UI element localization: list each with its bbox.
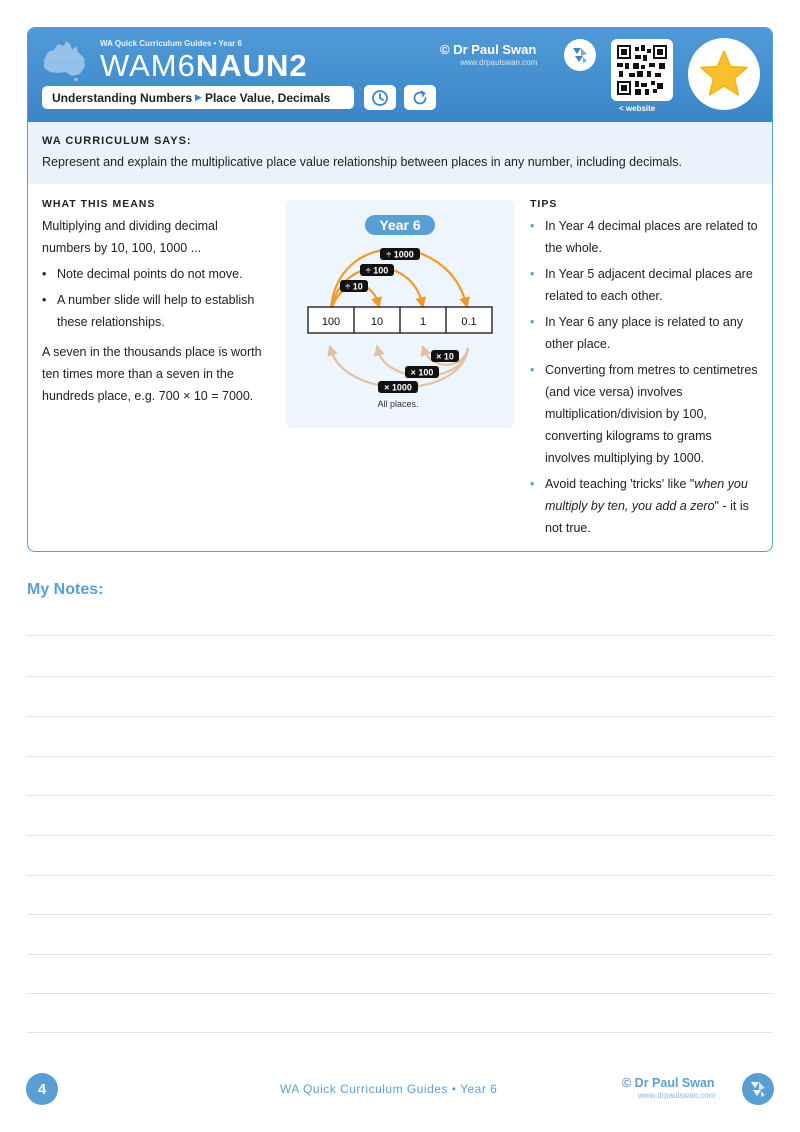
year-label: Year 6	[379, 217, 421, 233]
qr-code[interactable]	[611, 39, 673, 101]
number-slide-diagram	[286, 200, 514, 428]
curriculum-code	[100, 48, 308, 84]
strand-label: Understanding Numbers	[52, 90, 193, 105]
place-cell: 0.1	[461, 316, 477, 328]
qr-code-icon	[617, 45, 667, 95]
what-this-means-heading: WHAT THIS MEANS	[42, 198, 156, 210]
bullet-item: • A number slide will help to establish these relationships.	[42, 289, 264, 333]
tangram-logo	[564, 39, 596, 71]
note-line[interactable]	[27, 875, 772, 876]
what-this-means-intro: Multiplying and dividing decimal numbers by 10, 100, 1000 ...	[42, 219, 218, 255]
what-this-means-body	[42, 215, 264, 407]
page-number: 4	[26, 1073, 58, 1105]
chevron-right-icon: ▶	[195, 92, 202, 102]
place-cell: 100	[321, 316, 341, 328]
website-link[interactable]	[619, 104, 655, 113]
code-suffix: NAUN2	[195, 48, 308, 83]
share-icon: <	[619, 104, 624, 113]
note-line[interactable]	[27, 954, 772, 955]
tip-text: " - it is not true.	[545, 499, 749, 535]
tip-item: • In Year 4 decimal places are related to the whole.	[530, 215, 758, 259]
strand-pill	[42, 86, 354, 109]
curriculum-heading: WA CURRICULUM SAYS:	[42, 135, 192, 147]
tangram-logo-icon	[747, 1078, 769, 1100]
divide-1000-label: ÷ 1000	[386, 249, 414, 260]
number-slide-svg	[286, 200, 514, 428]
curriculum-says-panel	[28, 122, 772, 184]
website-label: website	[625, 104, 656, 113]
note-line[interactable]	[27, 993, 772, 994]
note-line[interactable]	[27, 795, 772, 796]
refresh-icon	[411, 89, 429, 107]
divide-100-label: ÷ 100	[365, 265, 389, 276]
multiply-10-label: × 10	[436, 351, 454, 362]
guide-card	[27, 27, 773, 552]
note-line[interactable]	[27, 635, 772, 636]
note-line[interactable]	[27, 914, 772, 915]
multiply-100-label: × 100	[410, 367, 434, 378]
tip-item: • In Year 5 adjacent decimal places are related to each other.	[530, 263, 758, 307]
tip-item: • Converting from metres to centimetres (and vice versa) involves multiplication/division by 100, converting kilograms to grams involves multiplying by 1000.	[530, 359, 758, 469]
divide-10-label: ÷ 10	[345, 281, 363, 292]
tip-item-tricks	[530, 473, 758, 539]
refresh-button[interactable]	[404, 85, 436, 110]
tips-list	[530, 215, 758, 543]
tip-text: Avoid teaching 'tricks' like "	[545, 477, 695, 491]
note-line[interactable]	[27, 716, 772, 717]
tip-quote: when you multiply by ten, you add a zero	[545, 477, 748, 513]
note-line[interactable]	[27, 756, 772, 757]
code-prefix: WAM6	[100, 48, 196, 83]
note-line[interactable]	[27, 676, 772, 677]
header-copyright: © Dr Paul Swan	[440, 42, 537, 57]
header-site: www.drpaulswan.com	[460, 58, 538, 67]
substrand-label: Place Value, Decimals	[204, 90, 331, 105]
tips-heading: TIPS	[530, 198, 558, 210]
footer-site: www.drpaulswan.com	[638, 1091, 716, 1100]
note-line[interactable]	[27, 835, 772, 836]
curriculum-text: Represent and explain the multiplicative place value relationship between places in any number, including decimals.	[42, 155, 682, 169]
diagram-caption: All places.	[377, 399, 419, 409]
place-cell: 10	[370, 316, 384, 328]
clock-icon	[371, 89, 389, 107]
star-icon	[698, 48, 750, 100]
note-line[interactable]	[27, 1032, 772, 1033]
australia-map-icon	[40, 38, 88, 82]
tip-item: • In Year 6 any place is related to any other place.	[530, 311, 758, 355]
what-this-means-example: A seven in the thousands place is worth ten times more than a seven in the hundreds place, e.g. 700 × 10 = 7000.	[42, 345, 262, 403]
place-cell: 1	[419, 316, 427, 328]
footer-copyright: © Dr Paul Swan	[622, 1076, 715, 1090]
notes-heading: My Notes:	[27, 581, 104, 598]
footer-title: WA Quick Curriculum Guides • Year 6	[280, 1082, 498, 1096]
series-title: WA Quick Curriculum Guides • Year 6	[100, 39, 242, 48]
star-badge	[688, 38, 760, 110]
footer-logo	[742, 1073, 774, 1105]
bullet-item: • Note decimal points do not move.	[42, 263, 264, 285]
clock-button[interactable]	[364, 85, 396, 110]
header-banner	[28, 28, 772, 122]
multiply-1000-label: × 1000	[384, 382, 412, 393]
tangram-logo-icon	[569, 44, 591, 66]
